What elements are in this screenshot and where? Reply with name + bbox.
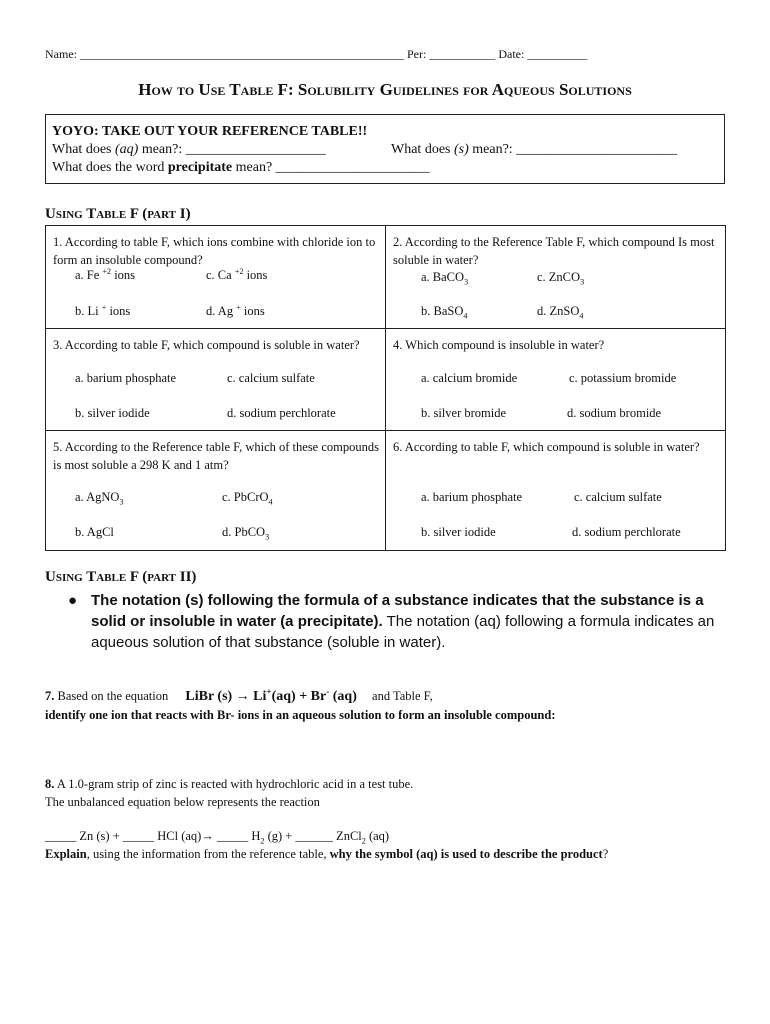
s-term: (s) bbox=[453, 142, 469, 157]
question-6-text: 6. According to table F, which compound is soluble in water? bbox=[393, 440, 700, 454]
q7-intro: Based on the equation bbox=[57, 689, 169, 703]
header-line bbox=[45, 47, 587, 62]
bullet-dot-icon: ● bbox=[68, 592, 78, 609]
question-8-line2: The unbalanced equation below represents the reaction bbox=[45, 795, 320, 809]
question-8 bbox=[45, 775, 608, 863]
notation-bullet bbox=[68, 590, 723, 653]
aq-term: (aq) bbox=[114, 142, 139, 157]
part1-heading: Using Table F (part I) bbox=[45, 206, 191, 222]
q8-line1-text: A 1.0-gram strip of zinc is reacted with hydrochloric acid in a test tube. bbox=[56, 777, 414, 791]
s-prefix: What does bbox=[391, 142, 451, 157]
aq-prefix: What does bbox=[52, 142, 112, 157]
q4-choice-a[interactable]: a. calcium bromide bbox=[421, 371, 518, 385]
q1-choice-a[interactable]: a. Fe $^{+2}$ ions bbox=[75, 266, 136, 282]
question-table bbox=[45, 225, 726, 551]
s-question bbox=[391, 141, 677, 159]
question-4 bbox=[386, 329, 726, 431]
question-3 bbox=[46, 329, 386, 431]
question-3-text: 3. According to table F, which compound is soluble in water? bbox=[53, 338, 360, 352]
s-blank[interactable]: mean?: _______________________ bbox=[472, 142, 678, 157]
name-label: Name: bbox=[45, 47, 77, 61]
question-2 bbox=[386, 226, 726, 329]
q2-choice-b[interactable]: b. BaSO$_4$ bbox=[421, 304, 468, 321]
q4-choice-b[interactable]: b. silver bromide bbox=[421, 406, 507, 420]
part2-heading: Using Table F (part II) bbox=[45, 569, 197, 585]
q7-number: 7. bbox=[45, 689, 55, 703]
question-5-text: 5. According to the Reference table F, which of these compounds is most soluble a 298 K and 1 atm? bbox=[53, 440, 379, 472]
q5-choice-c[interactable]: c. PbCrO$_4$ bbox=[222, 490, 273, 507]
q4-choice-d[interactable]: d. sodium bromide bbox=[567, 406, 662, 420]
per-label: Per: bbox=[407, 47, 427, 61]
precipitate-question bbox=[52, 159, 718, 177]
q2-choice-d[interactable]: d. ZnSO$_4$ bbox=[537, 304, 584, 321]
question-1-text: 1. According to table F, which ions combine with chloride ion to form an insoluble compound? bbox=[53, 235, 376, 267]
q5-choice-b[interactable]: b. AgCl bbox=[75, 525, 114, 539]
q2-choice-a[interactable]: a. BaCO$_3$ bbox=[421, 270, 469, 287]
question-7-line1 bbox=[45, 687, 556, 706]
date-label: Date: bbox=[498, 47, 525, 61]
question-7-prompt: identify one ion that reacts with Br- ions in an aqueous solution to form an insoluble compound: bbox=[45, 708, 556, 722]
q1-choice-c[interactable]: c. Ca $^{+2}$ ions bbox=[206, 266, 268, 282]
q3-choice-a[interactable]: a. barium phosphate bbox=[75, 371, 177, 385]
precip-blank[interactable]: mean? ______________________ bbox=[235, 160, 430, 175]
q1-choice-d[interactable]: d. Ag + ions bbox=[206, 302, 265, 318]
q8-equation: _____ Zn (s) + _____ HCl (aq)→ _____ $H_2$ (g) + ______ ZnCl$_2$ (aq) bbox=[45, 829, 390, 846]
question-7 bbox=[45, 687, 556, 724]
q2-choice-c[interactable]: c. ZnCO$_3$ bbox=[537, 270, 585, 287]
bullet-bold: The notation (s) following the formula of a substance indicates that the substance is a solid or insoluble in water (a precipitate). bbox=[91, 592, 704, 630]
aq-blank[interactable]: mean?: ____________________ bbox=[141, 142, 326, 157]
q8-explain: Explain, using the information from the reference table, why the symbol (aq) is used to describe the product? bbox=[45, 847, 609, 861]
q7-after: and Table F, bbox=[372, 689, 433, 703]
question-2-text: 2. According to the Reference Table F, which compound Is most soluble in water? bbox=[393, 235, 715, 267]
q3-choice-c[interactable]: c. calcium sulfate bbox=[227, 371, 315, 385]
q6-choice-c[interactable]: c. calcium sulfate bbox=[574, 490, 662, 504]
q5-choice-a[interactable]: a. AgNO$_3$ bbox=[75, 490, 124, 507]
q1-choice-b[interactable]: b. Li + ions bbox=[75, 302, 131, 318]
q8-number: 8. bbox=[45, 777, 55, 791]
per-blank[interactable]: ___________ bbox=[429, 47, 496, 61]
yoyo-box bbox=[45, 114, 725, 184]
question-1 bbox=[46, 226, 386, 329]
question-4-text: 4. Which compound is insoluble in water? bbox=[393, 338, 605, 352]
q3-choice-b[interactable]: b. silver iodide bbox=[75, 406, 150, 420]
question-8-line1 bbox=[45, 775, 608, 793]
question-6 bbox=[386, 431, 726, 551]
name-blank[interactable]: ______________________________________________________ bbox=[80, 47, 404, 61]
q6-choice-d[interactable]: d. sodium perchlorate bbox=[572, 525, 681, 539]
question-5 bbox=[46, 431, 386, 551]
date-blank[interactable]: __________ bbox=[527, 47, 588, 61]
bullet-text bbox=[91, 590, 723, 653]
q6-choice-a[interactable]: a. barium phosphate bbox=[421, 490, 523, 504]
q6-choice-b[interactable]: b. silver iodide bbox=[421, 525, 496, 539]
precip-term: precipitate bbox=[167, 160, 233, 175]
q3-choice-d[interactable]: d. sodium perchlorate bbox=[227, 406, 336, 420]
q5-choice-d[interactable]: d. PbCO$_3$ bbox=[222, 525, 270, 542]
q4-choice-c[interactable]: c. potassium bromide bbox=[569, 371, 677, 385]
page-title: How to Use Table F: Solubility Guidelines for Aqueous Solutions bbox=[138, 80, 632, 99]
bullet-rest: The notation (aq) following a formula indicates an aqueous solution of that substance (soluble in water). bbox=[91, 613, 715, 651]
yoyo-heading: YOYO: TAKE OUT YOUR REFERENCE TABLE!! bbox=[52, 124, 368, 139]
q7-equation: LiBr (s) → Li+(aq) + Br- (aq) bbox=[185, 686, 357, 704]
precip-prefix: What does the word bbox=[52, 160, 165, 175]
